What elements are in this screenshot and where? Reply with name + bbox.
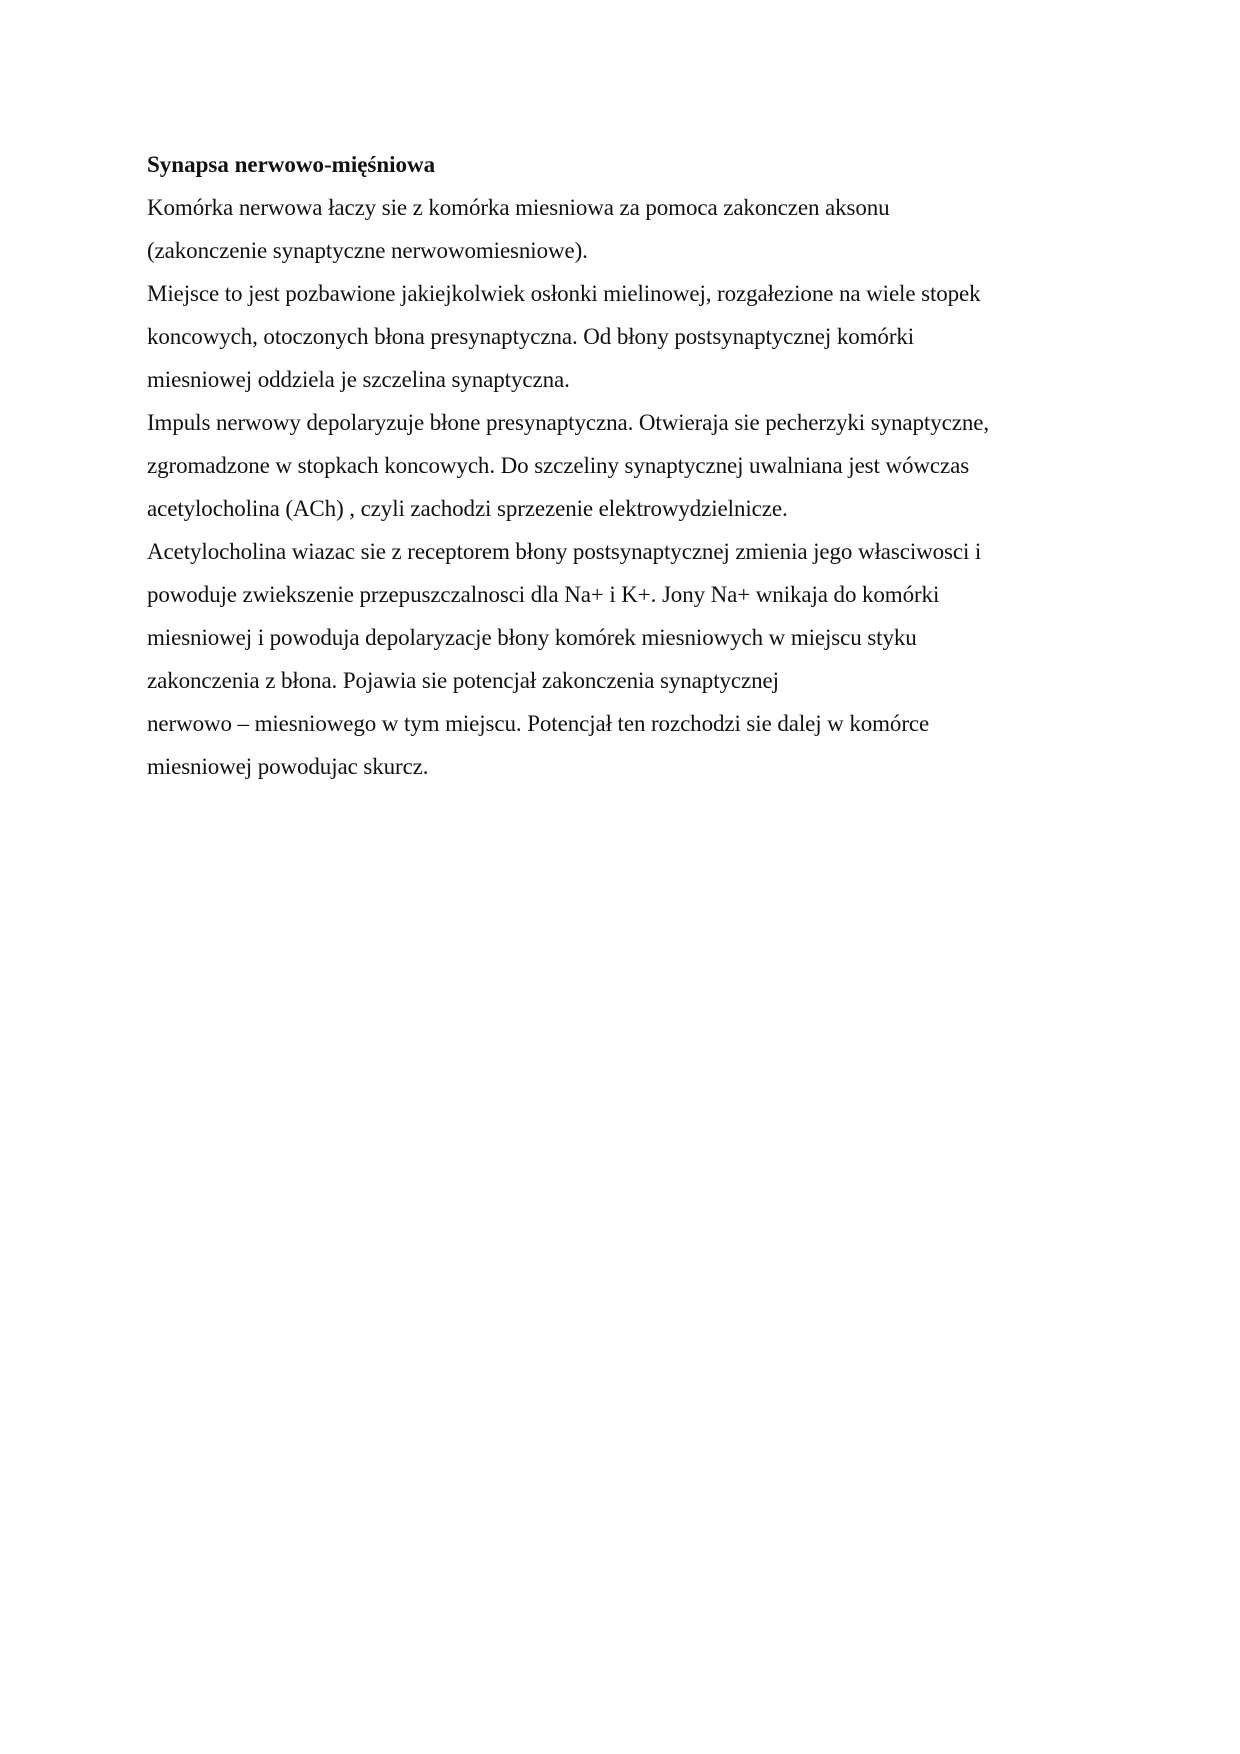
text-line: (zakonczenie synaptyczne nerwowomiesniowe). [147,238,588,263]
text-line: miesniowej i powoduja depolaryzacje błony komórek miesniowych w miejscu styku [147,625,917,650]
text-line: nerwowo – miesniowego w tym miejscu. Potencjał ten rozchodzi sie dalej w komórce [147,711,930,736]
text-line: powoduje zwiekszenie przepuszczalnosci dla Na+ i K+. Jony Na+ wnikaja do komórki [147,582,940,607]
text-line: koncowych, otoczonych błona presynaptyczna. Od błony postsynaptycznej komórki [147,324,915,349]
document-title: Synapsa nerwowo-mięśniowa [147,152,436,177]
text-line: Miejsce to jest pozbawione jakiejkolwiek osłonki mielinowej, rozgałezione na wiele stopek [147,281,981,306]
text-line: zgromadzone w stopkach koncowych. Do szczeliny synaptycznej uwalniana jest wówczas [147,453,970,478]
text-line: miesniowej oddziela je szczelina synaptyczna. [147,367,570,392]
text-line: Komórka nerwowa łaczy sie z komórka miesniowa za pomoca zakonczen aksonu [147,195,890,220]
text-line: miesniowej powodujac skurcz. [147,754,429,779]
text-line: Acetylocholina wiazac sie z receptorem błony postsynaptycznej zmienia jego własciwosci i [147,539,982,564]
text-line: zakonczenia z błona. Pojawia sie potencjał zakonczenia synaptycznej [147,668,779,693]
text-line: acetylocholina (ACh) , czyli zachodzi sprzezenie elektrowydzielnicze. [147,496,788,521]
document-body [147,143,1092,788]
text-line: Impuls nerwowy depolaryzuje błone presynaptyczna. Otwieraja sie pecherzyki synaptyczne, [147,410,989,435]
